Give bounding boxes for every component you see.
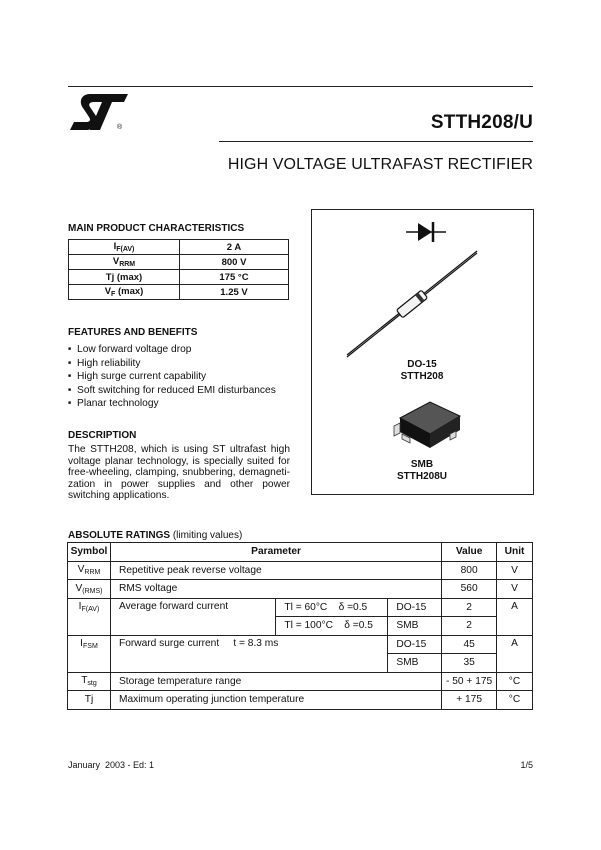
char-symbol: $I_{F(AV)}$	[69, 240, 180, 255]
table-row	[68, 580, 533, 599]
features-heading: FEATURES AND BENEFITS	[68, 327, 198, 338]
parameter-cell: Repetitive peak reverse voltage	[110, 561, 441, 580]
condition-cell: Tl = 100°C δ =0.5	[276, 617, 388, 636]
symbol-cell: $T_{stg}$	[68, 672, 111, 691]
table-row	[68, 598, 533, 617]
char-value: 175 °C	[180, 270, 289, 285]
table-row	[69, 270, 289, 285]
list-item: ■ Planar technology	[68, 397, 276, 411]
list-item: ■ High reliability	[68, 357, 276, 371]
main-characteristics-heading: MAIN PRODUCT CHARACTERISTICS	[68, 223, 245, 234]
parameter-cell: Maximum operating junction temperature	[110, 691, 441, 710]
symbol-cell: $V_{(RMS)}$	[68, 580, 111, 599]
package-cell: SMB	[388, 654, 442, 673]
axial-diode-icon	[342, 248, 482, 358]
unit-cell: A	[497, 598, 533, 635]
features-list	[68, 343, 276, 411]
table-row	[69, 240, 289, 255]
page-subtitle: HIGH VOLTAGE ULTRAFAST RECTIFIER	[227, 156, 533, 173]
part-number-title: STTH208/U	[430, 112, 533, 133]
package-smb-label: SMB STTH208U	[396, 459, 447, 482]
value-cell: 2	[442, 617, 497, 636]
table-row	[69, 285, 289, 300]
value-cell: 35	[442, 654, 497, 673]
symbol-cell: $V_{RRM}$	[68, 561, 111, 580]
condition-cell: Tl = 60°C δ =0.5	[276, 598, 388, 617]
unit-cell: V	[497, 561, 533, 580]
package-cell: DO-15	[388, 598, 442, 617]
unit-cell: °C	[497, 672, 533, 691]
diode-symbol-icon	[406, 218, 446, 246]
smb-package-icon	[390, 396, 466, 454]
parameter-cell: Forward surge current t = 8.3 ms	[110, 635, 387, 672]
table-row	[68, 672, 533, 691]
package-box	[311, 209, 534, 495]
package-cell: DO-15	[388, 635, 442, 654]
col-unit: Unit	[497, 543, 533, 562]
char-symbol: Tj (max)	[69, 270, 180, 285]
char-symbol: $V_{RRM}$	[69, 255, 180, 270]
package-do15-label: DO-15 STTH208	[400, 359, 444, 382]
value-cell: 560	[442, 580, 497, 599]
list-item: ■ High surge current capability	[68, 370, 276, 384]
symbol-cell: Tj	[68, 691, 111, 710]
unit-cell: V	[497, 580, 533, 599]
main-characteristics-table	[68, 239, 289, 300]
value-cell: 800	[442, 561, 497, 580]
col-parameter: Parameter	[110, 543, 441, 562]
table-row	[68, 561, 533, 580]
registered-mark: ®	[117, 124, 123, 131]
package-cell: SMB	[388, 617, 442, 636]
char-value: 2 A	[180, 240, 289, 255]
parameter-cell: RMS voltage	[110, 580, 441, 599]
value-cell: - 50 + 175	[442, 672, 497, 691]
unit-cell: A	[497, 635, 533, 672]
description-text: The STTH208, which is using ST ultrafast high voltage planar technology, is specially suited for free-wheeling, clamping, snubbering, demagneti-zation in power supplies and other power switching applications.	[68, 444, 290, 502]
unit-cell: °C	[497, 691, 533, 710]
page-number: 1/5	[520, 760, 533, 770]
char-value: 800 V	[180, 255, 289, 270]
table-row	[68, 635, 533, 654]
list-item: ■ Soft switching for reduced EMI disturbances	[68, 384, 276, 398]
value-cell: 2	[442, 598, 497, 617]
title-rule	[219, 141, 533, 142]
description-heading: DESCRIPTION	[68, 430, 137, 441]
absolute-ratings-table	[67, 542, 533, 710]
footer-date: January 2003 - Ed: 1	[68, 760, 155, 770]
col-value: Value	[442, 543, 497, 562]
table-row	[68, 691, 533, 710]
col-symbol: Symbol	[68, 543, 111, 562]
table-row	[69, 255, 289, 270]
symbol-cell: $I_{F(AV)}$	[68, 598, 111, 635]
parameter-cell: Average forward current	[110, 598, 275, 635]
symbol-cell: $I_{FSM}$	[68, 635, 111, 672]
value-cell: + 175	[442, 691, 497, 710]
absolute-ratings-heading: ABSOLUTE RATINGS (limiting values)	[68, 530, 243, 541]
list-item: ■ Low forward voltage drop	[68, 343, 276, 357]
table-header-row	[68, 543, 533, 562]
top-rule	[68, 86, 533, 87]
value-cell: 45	[442, 635, 497, 654]
char-symbol: $V_F$ (max)	[69, 285, 180, 300]
char-value: 1.25 V	[180, 285, 289, 300]
parameter-cell: Storage temperature range	[110, 672, 441, 691]
